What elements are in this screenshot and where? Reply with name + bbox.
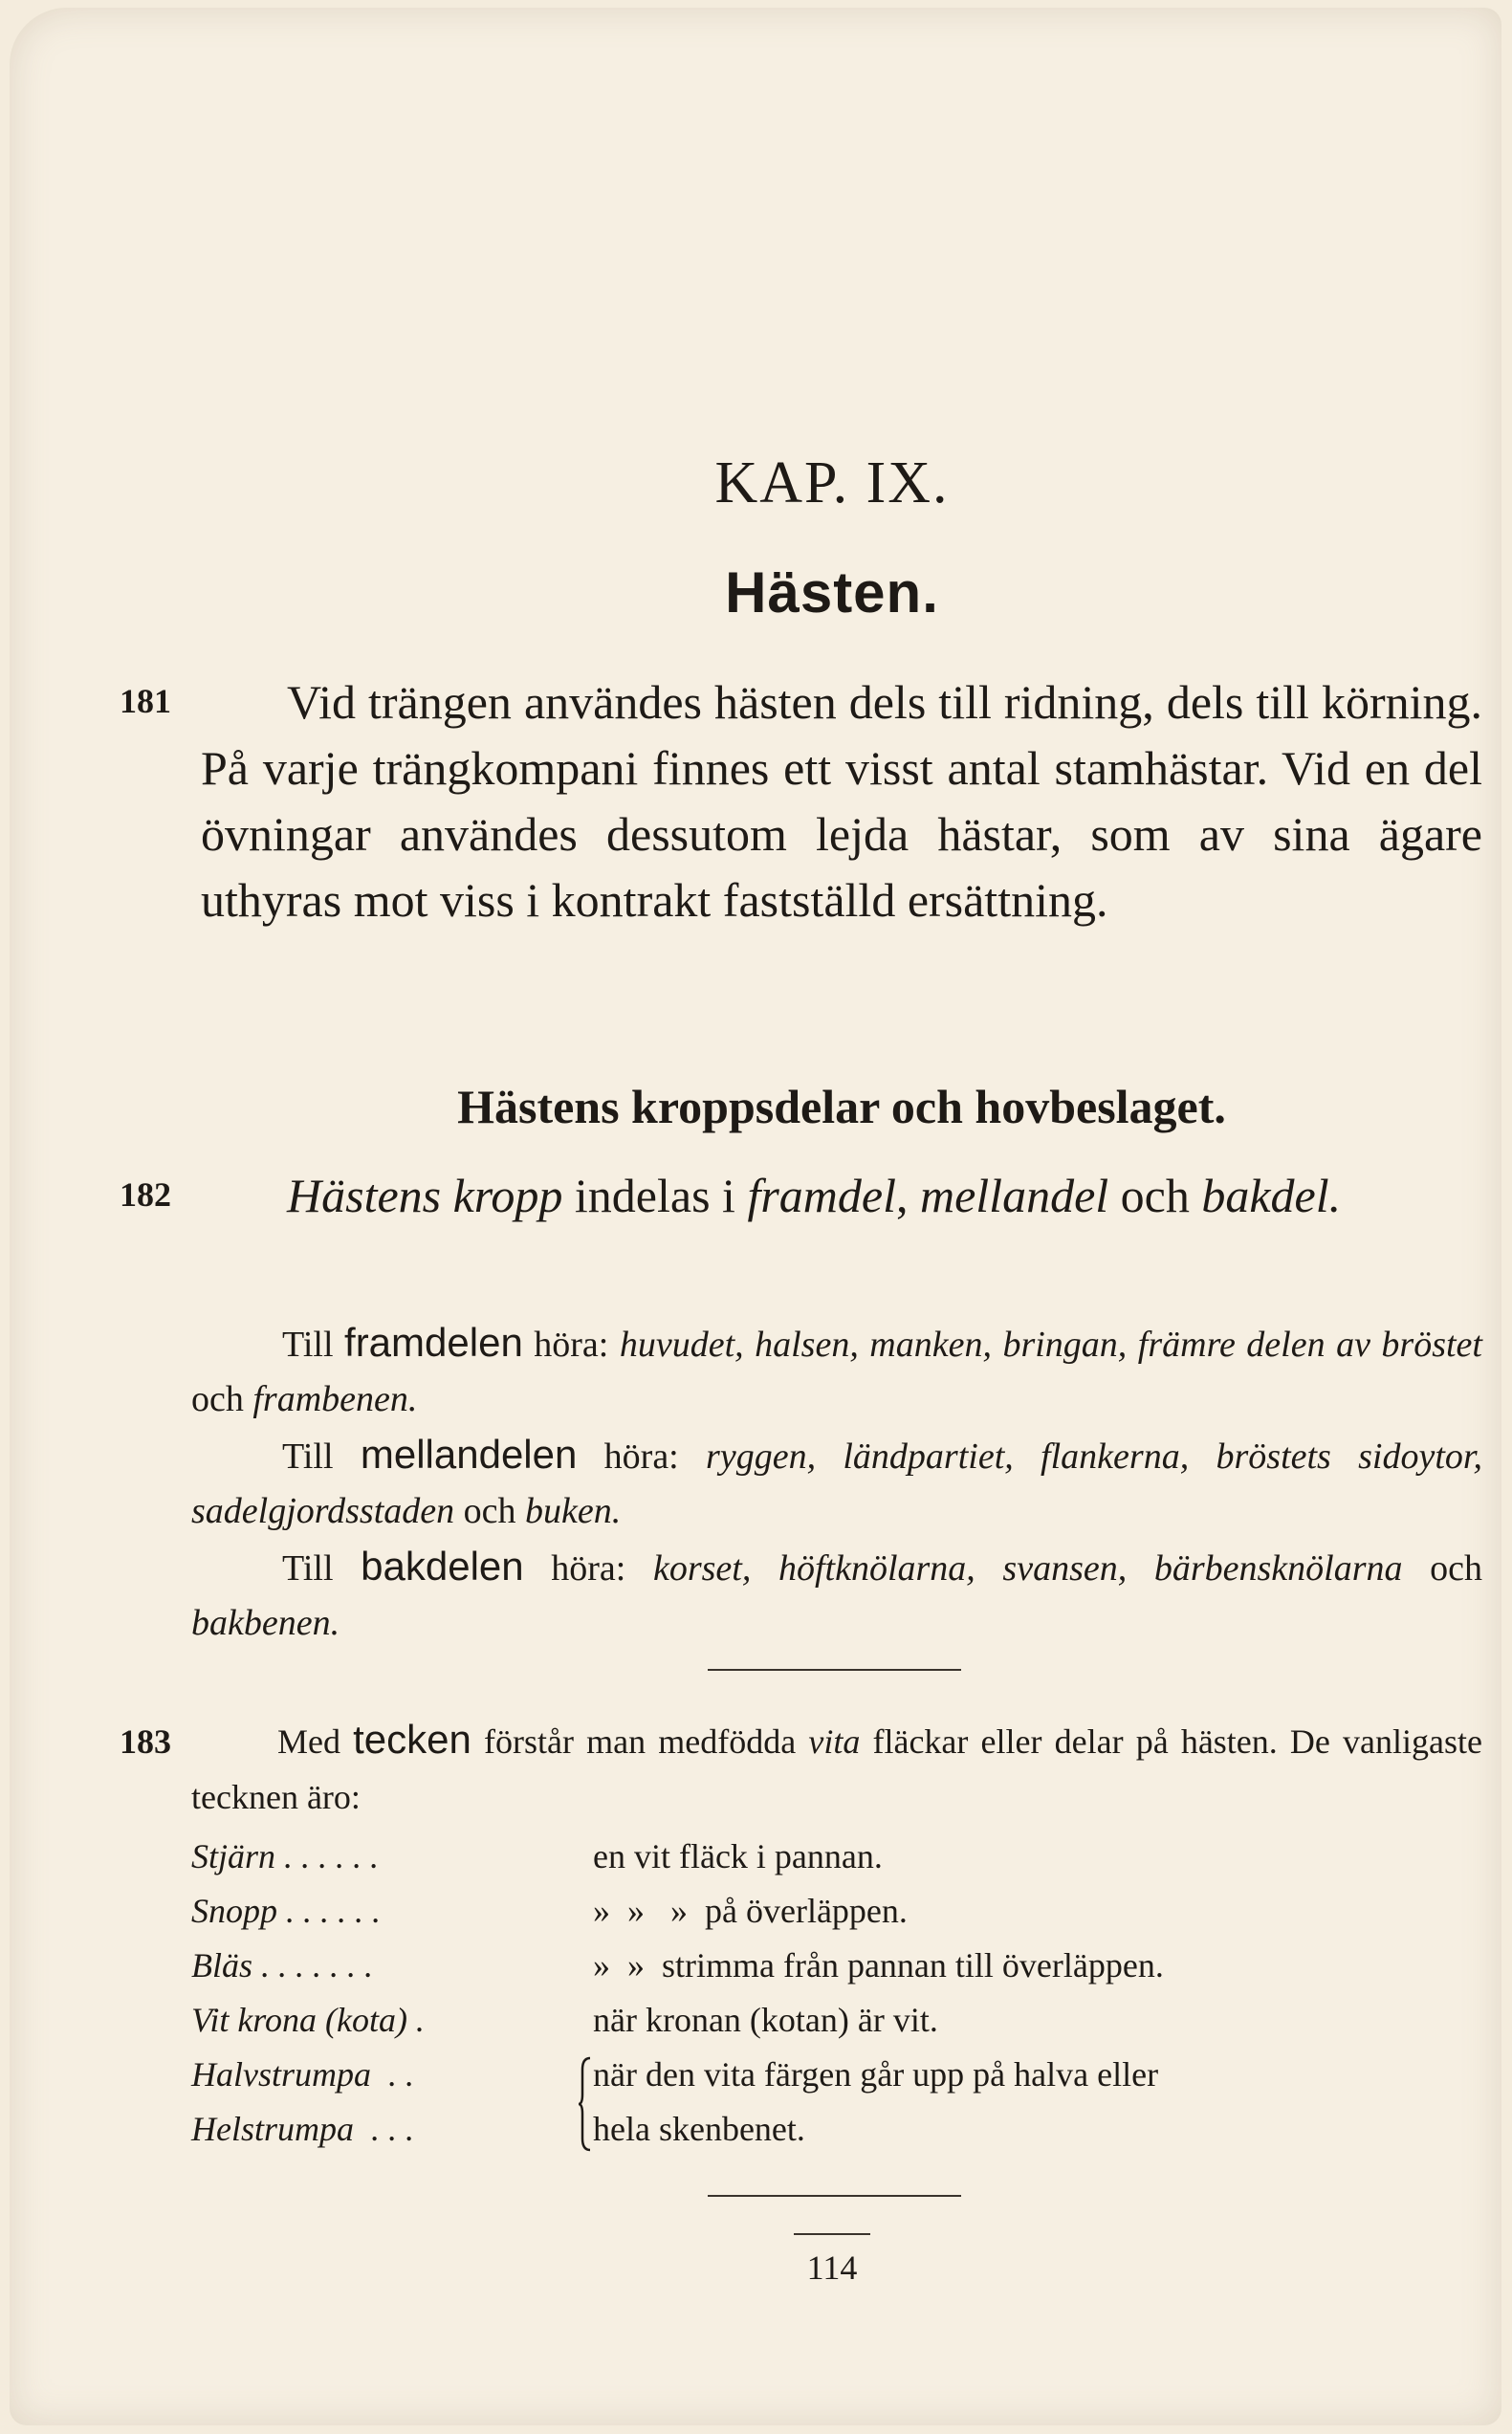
text-span: höra: — [523, 1548, 653, 1589]
italic-span: huvudet, halsen, manken, bringan, främre delen av bröstet — [619, 1325, 1482, 1365]
emphasis-bakdelen: bakdelen — [361, 1544, 524, 1589]
paragraph-mellandelen — [191, 1427, 1482, 1539]
table-row — [191, 2109, 1482, 2163]
section-number-183: 183 — [120, 1722, 171, 1761]
italic-vita: vita — [808, 1722, 861, 1761]
paragraph-bakdelen — [191, 1539, 1482, 1651]
text-span: förstår man medfödda — [471, 1722, 809, 1761]
text-span: höra: — [577, 1436, 707, 1477]
chapter-title: Hästen. — [725, 560, 939, 625]
text-span: Med — [277, 1722, 354, 1761]
term-kropp: Hästens kropp — [287, 1169, 563, 1222]
marking-definition: när kronan (kotan) är vit. — [593, 2001, 938, 2039]
term-framdel: framdel — [747, 1169, 896, 1222]
paragraph-framdelen — [191, 1315, 1482, 1427]
marking-definition: en vit fläck i pannan. — [593, 1837, 883, 1875]
marking-term: Stjärn . . . . . . — [191, 1837, 380, 1875]
text-span: Till — [282, 1548, 362, 1589]
emphasis-mellandelen: mellandelen — [360, 1432, 578, 1477]
body-parts-list — [191, 1315, 1482, 1651]
text-span: indelas i — [562, 1169, 748, 1222]
table-row — [191, 1945, 1482, 2000]
marking-term: Halvstrumpa . . — [191, 2055, 414, 2094]
section-183-text — [191, 1712, 1482, 1825]
marking-definition: » » strimma från pannan till överläppen. — [593, 1946, 1164, 1984]
text-span: och — [454, 1491, 526, 1531]
page-number: 114 — [806, 2248, 858, 2287]
table-row — [191, 2000, 1482, 2054]
text-span: Till — [282, 1325, 345, 1365]
table-row — [191, 1891, 1482, 1945]
marking-term: Vit krona (kota) . — [191, 2001, 425, 2039]
text-span: och — [1108, 1169, 1202, 1222]
term-mellandel: mellandel — [919, 1169, 1109, 1222]
brace-icon — [579, 2056, 594, 2152]
italic-span: frambenen. — [252, 1379, 418, 1419]
section-182-text — [201, 1163, 1482, 1229]
italic-span: bakbenen. — [191, 1603, 340, 1643]
term-bakdel: bakdel. — [1201, 1169, 1342, 1222]
divider — [708, 1669, 961, 1671]
text-span: fläckar eller delar på hästen. De vanligaste tecknen äro: — [191, 1722, 1482, 1816]
divider — [708, 2195, 961, 2197]
text-span: och — [1402, 1548, 1483, 1589]
italic-span: korset, höftknölarna, svansen, bärbensknölarna — [652, 1548, 1403, 1589]
text-span: , — [895, 1169, 920, 1222]
section-number-181: 181 — [120, 682, 171, 720]
marking-term: Helstrumpa . . . — [191, 2110, 414, 2148]
marking-definition: när den vita färgen går upp på halva eller — [593, 2055, 1159, 2094]
text-span: höra: — [522, 1325, 620, 1365]
section-number-182: 182 — [120, 1175, 171, 1214]
marking-definition: hela skenbenet. — [593, 2110, 805, 2148]
italic-span: buken. — [525, 1491, 622, 1531]
emphasis-tecken: tecken — [353, 1717, 471, 1762]
section-181-text: Vid trängen användes hästen dels till ridning, dels till körning. På varje trängkompani finnes ett visst antal stamhästar. Vid en del övningar användes dessutom lejda hästar, som av sina ägare uthyras mot viss i kontrakt fastställd ersättning. — [201, 675, 1482, 927]
marking-term: Snopp . . . . . . — [191, 1892, 381, 1930]
table-row — [191, 2054, 1482, 2109]
marking-term: Bläs . . . . . . . — [191, 1946, 374, 1984]
marking-definition: » » » på överläppen. — [593, 1892, 908, 1930]
divider — [794, 2233, 870, 2235]
table-row — [191, 1836, 1482, 1891]
markings-table — [191, 1836, 1482, 2163]
italic-span: ryggen, ländpartiet, flankerna, bröstets sidoytor, sadelgjordsstaden — [191, 1436, 1482, 1531]
emphasis-framdelen: framdelen — [344, 1320, 523, 1365]
chapter-heading: KAP. IX. — [714, 450, 950, 515]
section-subheading: Hästens kroppsdelar och hovbeslaget. — [457, 1080, 1226, 1133]
text-span: och — [191, 1379, 253, 1419]
text-span: Till — [282, 1436, 361, 1477]
